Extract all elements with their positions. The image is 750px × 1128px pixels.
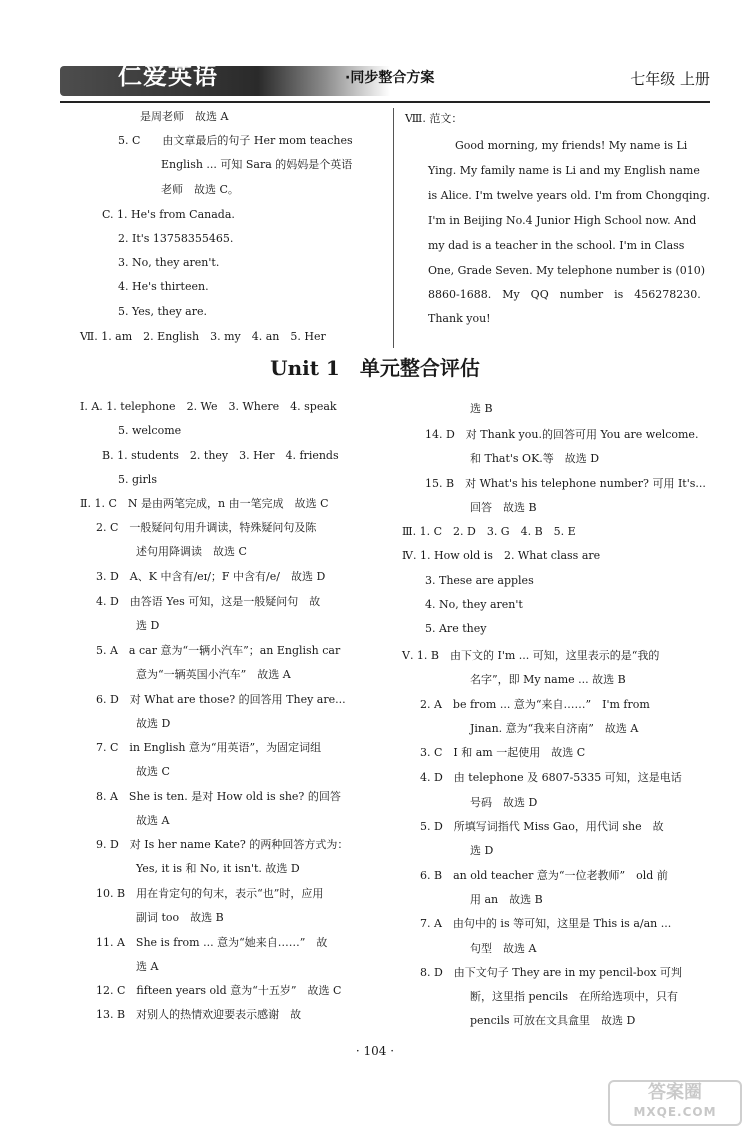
text-line: 11. A She is from ... 意为“她来自……” 故 [96, 936, 328, 949]
text-line: C. 1. He's from Canada. [102, 208, 235, 221]
text-line: 3. No, they aren't. [118, 256, 220, 269]
text-line: 9. D 对 Is her name Kate? 的两种回答方式为： [96, 838, 349, 851]
text-line: 5. Yes, they are. [118, 305, 207, 318]
text-line: 选 B [470, 402, 493, 415]
watermark-top: 答案圈 [648, 1082, 702, 1103]
text-line: pencils 可放在文具盒里 故选 D [470, 1014, 636, 1027]
text-line: my dad is a teacher in the school. I'm in Class [428, 239, 685, 252]
text-line: Ⅷ. 范文： [405, 112, 463, 125]
text-line: 断，这里指 pencils 在所给选项中，只有 [470, 990, 678, 1003]
text-line: 意为“一辆英国小汽车” 故选 A [136, 668, 291, 681]
grade-label: 七年级 上册 [630, 70, 710, 88]
text-line: 15. B 对 What's his telephone number? 可用 It's... [425, 477, 706, 490]
text-line: 4. He's thirteen. [118, 280, 209, 293]
text-line: 4. D 由 telephone 及 6807-5335 可知，这是电话 [420, 771, 682, 784]
text-line: 5. A a car 意为“一辆小汽车”；an English car [96, 644, 341, 657]
text-line: Ⅲ. 1. C 2. D 3. G 4. B 5. E [402, 525, 576, 538]
text-line: 故选 C [136, 765, 170, 778]
text-line: 4. D 由答语 Yes 可知，这是一般疑问句 故 [96, 595, 321, 608]
text-line: B. 1. students 2. they 3. Her 4. friends [102, 449, 339, 462]
column-divider [393, 108, 394, 348]
series-title: ·同步整合方案 [345, 70, 435, 86]
text-line: 4. No, they aren't [425, 598, 523, 611]
text-line: 回答 故选 B [470, 501, 537, 514]
text-line: 号码 故选 D [470, 796, 538, 809]
text-line: Ⅶ. 1. am 2. English 3. my 4. an 5. Her [80, 330, 326, 343]
header-divider [60, 101, 710, 103]
text-line: 5. D 所填写词指代 Miss Gao，用代词 she 故 [420, 820, 664, 833]
unit-title: Unit 1 单元整合评估 [270, 356, 480, 380]
text-line: 2. A be from ... 意为“来自……” I'm from [420, 698, 650, 711]
text-line: Yes, it is 和 No, it isn't. 故选 D [136, 862, 300, 875]
watermark-logo [608, 1080, 742, 1126]
text-line: 6. B an old teacher 意为“一位老教师” old 前 [420, 869, 668, 882]
text-line: Ⅳ. 1. How old is 2. What class are [402, 549, 601, 562]
text-line: English ... 可知 Sara 的妈妈是个英语 [161, 158, 353, 171]
text-line: 13. B 对别人的热情欢迎要表示感谢 故 [96, 1008, 302, 1021]
text-line: 2. It's 13758355465. [118, 232, 234, 245]
text-line: Ⅰ. A. 1. telephone 2. We 3. Where 4. speak [80, 400, 337, 413]
text-line: 选 D [136, 619, 160, 632]
book-logo: 仁爱英语 [118, 62, 218, 90]
text-line: Ⅱ. 1. C N 是由两笔完成，n 由一笔完成 故选 C [80, 497, 329, 510]
text-line: 是周老师 故选 A [140, 110, 229, 123]
text-line: 用 an 故选 B [470, 893, 543, 906]
text-line: 副词 too 故选 B [136, 911, 224, 924]
text-line: 7. C in English 意为“用英语”，为固定词组 [96, 741, 322, 754]
text-line: 故选 D [136, 717, 171, 730]
text-line: 3. These are apples [425, 574, 534, 587]
text-line: Ying. My family name is Li and my English name [428, 164, 700, 177]
text-line: 述句用降调读 故选 C [136, 545, 247, 558]
text-line: 10. B 用在肯定句的句末，表示“也”时，应用 [96, 887, 324, 900]
text-line: 和 That's OK.等 故选 D [470, 452, 600, 465]
text-line: 句型 故选 A [470, 942, 537, 955]
text-line: 8860-1688. My QQ number is 456278230. [428, 288, 701, 301]
text-line: One, Grade Seven. My telephone number is (010) [428, 264, 706, 277]
text-line: is Alice. I'm twelve years old. I'm from Chongqing. [428, 189, 711, 202]
text-line: 3. C I 和 am 一起使用 故选 C [420, 746, 586, 759]
text-line: 12. C fifteen years old 意为“十五岁” 故选 C [96, 984, 342, 997]
text-line: 5. welcome [118, 424, 182, 437]
text-line: 5. Are they [425, 622, 487, 635]
text-line: I'm in Beijing No.4 Junior High School now. And [428, 214, 697, 227]
text-line: 选 A [136, 960, 159, 973]
text-line: Jinan. 意为“我来自济南” 故选 A [470, 722, 639, 735]
text-line: 8. D 由下文句子 They are in my pencil-box 可判 [420, 966, 682, 979]
page-number: · 104 · [355, 1044, 395, 1058]
text-line: 名字”，即 My name ... 故选 B [470, 673, 626, 686]
text-line: 5. C 由文章最后的句子 Her mom teaches [118, 134, 353, 147]
text-line: 7. A 由句中的 is 等可知，这里是 This is a/an ... [420, 917, 672, 930]
text-line: Good morning, my friends! My name is Li [455, 139, 688, 152]
page-header [60, 60, 710, 104]
text-line: 6. D 对 What are those? 的回答用 They are... [96, 693, 346, 706]
text-line: 2. C 一般疑问句用升调读，特殊疑问句及陈 [96, 521, 317, 534]
text-line: 选 D [470, 844, 494, 857]
text-line: 8. A She is ten. 是对 How old is she? 的回答 [96, 790, 341, 803]
text-line: 3. D A、K 中含有/eɪ/；F 中含有/e/ 故选 D [96, 570, 326, 583]
text-line: Ⅴ. 1. B 由下文的 I'm ... 可知，这里表示的是“我的 [402, 649, 660, 662]
watermark-bottom: MXQE.COM [633, 1105, 717, 1119]
text-line: 14. D 对 Thank you.的回答可用 You are welcome. [425, 428, 699, 441]
text-line: 5. girls [118, 473, 157, 486]
logo-banner [60, 66, 390, 96]
text-line: 故选 A [136, 814, 170, 827]
text-line: Thank you! [428, 312, 491, 325]
text-line: 老师 故选 C。 [161, 183, 239, 196]
